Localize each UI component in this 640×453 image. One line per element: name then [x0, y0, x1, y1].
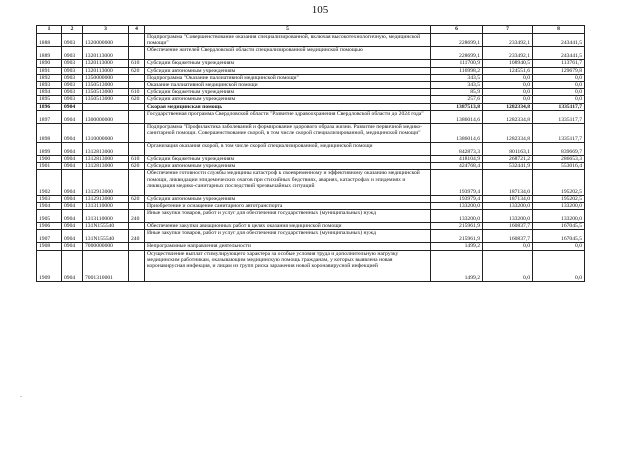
- expense-type: [129, 250, 145, 282]
- row-number: 1890: [37, 60, 62, 67]
- amount-year-3: 1335117,7: [533, 110, 585, 123]
- amount-year-3: 195202,5: [533, 195, 585, 202]
- row-description: Приобретение и оснащение санитарного автотранспорта: [145, 203, 431, 210]
- row-number: 1894: [37, 89, 62, 96]
- target-code: 1312813000: [83, 156, 129, 163]
- amount-year-3: 0,0: [533, 82, 585, 89]
- amount-year-3: 167045,5: [533, 223, 585, 230]
- row-number: 1889: [37, 47, 62, 60]
- amount-year-3: 113761,7: [533, 60, 585, 67]
- expense-type: 240: [129, 230, 145, 243]
- expense-type: [129, 143, 145, 156]
- row-number: 1900: [37, 156, 62, 163]
- section-code: 0904: [62, 195, 83, 202]
- section-code: 0904: [62, 123, 83, 142]
- amount-year-2: 160837,7: [483, 230, 533, 243]
- amount-year-2: 0,0: [483, 243, 533, 250]
- row-number: 1896: [37, 103, 62, 110]
- table-row: [37, 143, 585, 156]
- amount-year-1: 1387513,8: [431, 103, 483, 110]
- row-description: Обеспечение закупки авиационных работ в целях оказания медицинской помощи: [145, 223, 431, 230]
- amount-year-3: 0,0: [533, 250, 585, 282]
- amount-year-1: 418104,9: [431, 156, 483, 163]
- table-row: [37, 170, 585, 195]
- section-code: 0903: [62, 96, 83, 103]
- amount-year-2: 0,0: [483, 250, 533, 282]
- amount-year-3: 1335117,7: [533, 103, 585, 110]
- amount-year-2: 268721,2: [483, 156, 533, 163]
- amount-year-2: 124551,6: [483, 67, 533, 74]
- row-number: 1904: [37, 203, 62, 210]
- amount-year-1: 215961,9: [431, 230, 483, 243]
- section-code: 0904: [62, 103, 83, 110]
- row-description: Обеспечение жителей Свердловской области специализированной медицинской помощью: [145, 47, 431, 60]
- table-row: [37, 82, 585, 89]
- amount-year-1: 133200,0: [431, 203, 483, 210]
- row-number: 1909: [37, 250, 62, 282]
- target-code: 7001310001: [83, 250, 129, 282]
- table-row: [37, 203, 585, 210]
- amount-year-1: 1386014,6: [431, 123, 483, 142]
- row-description: Подпрограмма "Оказание паллиативной медицинской помощи": [145, 74, 431, 81]
- column-header: 3: [83, 26, 129, 34]
- row-number: 1888: [37, 34, 62, 47]
- target-code: 1350513000: [83, 89, 129, 96]
- amount-year-1: 193979,4: [431, 195, 483, 202]
- section-code: 0903: [62, 74, 83, 81]
- row-description: Субсидии автономным учреждениям: [145, 195, 431, 202]
- amount-year-2: 187134,0: [483, 170, 533, 195]
- amount-year-3: 0,0: [533, 243, 585, 250]
- target-code: [83, 103, 129, 110]
- expense-type: [129, 47, 145, 60]
- amount-year-2: 0,0: [483, 89, 533, 96]
- expense-type: 620: [129, 67, 145, 74]
- table-row: [37, 47, 585, 60]
- row-description: Оказание паллиативной медицинской помощи: [145, 82, 431, 89]
- section-code: 0904: [62, 243, 83, 250]
- column-header: 8: [533, 26, 585, 34]
- expense-type: [129, 203, 145, 210]
- section-code: 0903: [62, 67, 83, 74]
- section-code: 0904: [62, 250, 83, 282]
- amount-year-1: 85,9: [431, 89, 483, 96]
- target-code: 1312813000: [83, 163, 129, 170]
- amount-year-3: 243441,5: [533, 47, 585, 60]
- expense-type: [129, 74, 145, 81]
- table-row: [37, 250, 585, 282]
- column-header: 5: [145, 26, 431, 34]
- amount-year-3: 553016,4: [533, 163, 585, 170]
- amount-year-2: 0,0: [483, 82, 533, 89]
- table-row: [37, 60, 585, 67]
- expense-type: [129, 103, 145, 110]
- column-header: 6: [431, 26, 483, 34]
- row-description: Непрограммные направления деятельности: [145, 243, 431, 250]
- table-row: [37, 163, 585, 170]
- expense-type: 620: [129, 96, 145, 103]
- target-code: 1313110000: [83, 210, 129, 223]
- expense-type: [129, 34, 145, 47]
- amount-year-2: 133200,0: [483, 203, 533, 210]
- row-number: 1905: [37, 210, 62, 223]
- column-header: 1: [37, 26, 62, 34]
- amount-year-3: 167045,5: [533, 230, 585, 243]
- amount-year-3: 129679,8: [533, 67, 585, 74]
- target-code: 1300000000: [83, 110, 129, 123]
- amount-year-1: 1499,2: [431, 243, 483, 250]
- amount-year-2: 233492,1: [483, 34, 533, 47]
- table-row: [37, 156, 585, 163]
- amount-year-1: 228699,1: [431, 47, 483, 60]
- amount-year-2: 160837,7: [483, 223, 533, 230]
- amount-year-3: 0,0: [533, 74, 585, 81]
- amount-year-1: 193979,4: [431, 170, 483, 195]
- target-code: 131N155540: [83, 230, 129, 243]
- expense-type: [129, 170, 145, 195]
- amount-year-2: 801163,1: [483, 143, 533, 156]
- target-code: 1320113000: [83, 60, 129, 67]
- amount-year-3: 286653,3: [533, 156, 585, 163]
- amount-year-2: 1282334,8: [483, 103, 533, 110]
- amount-year-1: 343,5: [431, 82, 483, 89]
- table-row: [37, 89, 585, 96]
- table-row: [37, 243, 585, 250]
- expense-type: [129, 110, 145, 123]
- amount-year-1: 1499,2: [431, 250, 483, 282]
- table-row: [37, 74, 585, 81]
- section-code: 0904: [62, 203, 83, 210]
- section-code: 0904: [62, 170, 83, 195]
- amount-year-2: 0,0: [483, 96, 533, 103]
- expense-type: 610: [129, 89, 145, 96]
- table-row: [37, 34, 585, 47]
- expense-type: [129, 223, 145, 230]
- amount-year-2: 187134,0: [483, 195, 533, 202]
- section-code: 0904: [62, 156, 83, 163]
- row-description: Иные закупки товаров, работ и услуг для обеспечения государственных (муниципальных) нужд: [145, 210, 431, 223]
- target-code: 1350000000: [83, 74, 129, 81]
- section-code: 0904: [62, 210, 83, 223]
- table-header-row: [37, 26, 585, 34]
- row-number: 1908: [37, 243, 62, 250]
- row-number: 1907: [37, 230, 62, 243]
- row-number: 1901: [37, 163, 62, 170]
- section-code: 0904: [62, 223, 83, 230]
- row-description: Субсидии бюджетным учреждениям: [145, 156, 431, 163]
- amount-year-1: 215961,9: [431, 223, 483, 230]
- section-code: 0903: [62, 60, 83, 67]
- row-description: Субсидии автономным учреждениям: [145, 96, 431, 103]
- row-description: Субсидии автономным учреждениям: [145, 67, 431, 74]
- expense-type: 620: [129, 163, 145, 170]
- target-code: 1320113000: [83, 47, 129, 60]
- row-description: Государственная программа Свердловской области "Развитие здравоохранения Свердловской области до 2024 года": [145, 110, 431, 123]
- section-code: 0904: [62, 163, 83, 170]
- amount-year-3: 133200,0: [533, 203, 585, 210]
- expense-type: [129, 243, 145, 250]
- row-description: Организация оказания скорой, в том числе скорой специализированной, медицинской помощи: [145, 143, 431, 156]
- table-row: [37, 123, 585, 142]
- column-header: 7: [483, 26, 533, 34]
- table-row: [37, 195, 585, 202]
- amount-year-3: 243441,5: [533, 34, 585, 47]
- target-code: 1310000000: [83, 123, 129, 142]
- row-description: Субсидии бюджетным учреждениям: [145, 60, 431, 67]
- amount-year-3: 1335117,7: [533, 123, 585, 142]
- amount-year-1: 257,6: [431, 96, 483, 103]
- section-code: 0904: [62, 110, 83, 123]
- target-code: 131N155540: [83, 223, 129, 230]
- section-code: 0903: [62, 89, 83, 96]
- amount-year-2: 532441,9: [483, 163, 533, 170]
- amount-year-1: 111700,9: [431, 60, 483, 67]
- expense-type: [129, 123, 145, 142]
- section-code: 0903: [62, 47, 83, 60]
- budget-table: [36, 25, 585, 282]
- row-number: 1899: [37, 143, 62, 156]
- amount-year-2: 1282334,8: [483, 110, 533, 123]
- row-description: Подпрограмма "Профилактика заболеваний и формирование здорового образа жизни. Развитие первичной медико-санитарной помощи. Совершенствование скорой, в том числе скорой специализированной, медицинской помощи": [145, 123, 431, 142]
- expense-type: 610: [129, 156, 145, 163]
- row-number: 1892: [37, 74, 62, 81]
- section-code: 0904: [62, 143, 83, 156]
- target-code: 1350513000: [83, 82, 129, 89]
- target-code: 1313110000: [83, 203, 129, 210]
- target-code: 1320000000: [83, 34, 129, 47]
- margin-mark: -: [20, 392, 23, 400]
- amount-year-1: 842873,3: [431, 143, 483, 156]
- amount-year-3: 839669,7: [533, 143, 585, 156]
- row-description: Подпрограмма "Совершенствование оказания специализированной, включая высокотехнологичную, медицинской помощи": [145, 34, 431, 47]
- amount-year-1: 343,5: [431, 74, 483, 81]
- section-code: 0903: [62, 82, 83, 89]
- amount-year-1: 133200,0: [431, 210, 483, 223]
- row-description: Скорая медицинская помощь: [145, 103, 431, 110]
- column-header: 4: [129, 26, 145, 34]
- row-number: 1906: [37, 223, 62, 230]
- row-number: 1893: [37, 82, 62, 89]
- amount-year-2: 233492,1: [483, 47, 533, 60]
- expense-type: [129, 82, 145, 89]
- target-code: 1350513000: [83, 96, 129, 103]
- row-number: 1895: [37, 96, 62, 103]
- row-description: Осуществление выплат стимулирующего характера за особые условия труда и дополнительную нагрузку медицинским работникам, оказывающим медицинскую помощь гражданам, у которых выявлена новая коронавирусная инфекция, и лицам из групп риска заражения новой коронавирусной инфекцией: [145, 250, 431, 282]
- row-number: 1902: [37, 170, 62, 195]
- expense-type: 610: [129, 60, 145, 67]
- table-row: [37, 110, 585, 123]
- page-number: 105: [311, 4, 329, 16]
- target-code: 1312913000: [83, 195, 129, 202]
- target-code: 7000000000: [83, 243, 129, 250]
- amount-year-3: 0,0: [533, 96, 585, 103]
- table-row: [37, 103, 585, 110]
- row-number: 1891: [37, 67, 62, 74]
- expense-type: 240: [129, 210, 145, 223]
- row-description: Обеспечение готовности службы медицины катастроф к своевременному и эффективному оказанию медицинской помощи, ликвидации эпидемических очагов при стихийных бедствиях, авариях, катастрофах и эпидемиях и ликвидация медико-санитарных последствий чрезвычайных ситуаций: [145, 170, 431, 195]
- table-row: [37, 96, 585, 103]
- amount-year-2: 1282334,8: [483, 123, 533, 142]
- row-number: 1897: [37, 110, 62, 123]
- amount-year-1: 116998,2: [431, 67, 483, 74]
- expense-type: 620: [129, 195, 145, 202]
- table-row: [37, 67, 585, 74]
- amount-year-1: 228699,1: [431, 34, 483, 47]
- amount-year-3: 0,0: [533, 89, 585, 96]
- section-code: 0903: [62, 34, 83, 47]
- amount-year-2: 0,0: [483, 74, 533, 81]
- amount-year-3: 195202,5: [533, 170, 585, 195]
- row-number: 1898: [37, 123, 62, 142]
- row-description: Субсидии бюджетным учреждениям: [145, 89, 431, 96]
- row-description: Субсидии автономным учреждениям: [145, 163, 431, 170]
- section-code: 0904: [62, 230, 83, 243]
- target-code: 1312913000: [83, 170, 129, 195]
- amount-year-3: 133200,0: [533, 210, 585, 223]
- amount-year-1: 424768,4: [431, 163, 483, 170]
- target-code: 1312813000: [83, 143, 129, 156]
- table-row: [37, 223, 585, 230]
- row-number: 1903: [37, 195, 62, 202]
- amount-year-2: 133200,0: [483, 210, 533, 223]
- amount-year-1: 1386014,6: [431, 110, 483, 123]
- row-description: Иные закупки товаров, работ и услуг для обеспечения государственных (муниципальных) нужд: [145, 230, 431, 243]
- table-row: [37, 230, 585, 243]
- target-code: 1320113000: [83, 67, 129, 74]
- column-header: 2: [62, 26, 83, 34]
- table-row: [37, 210, 585, 223]
- amount-year-2: 108940,5: [483, 60, 533, 67]
